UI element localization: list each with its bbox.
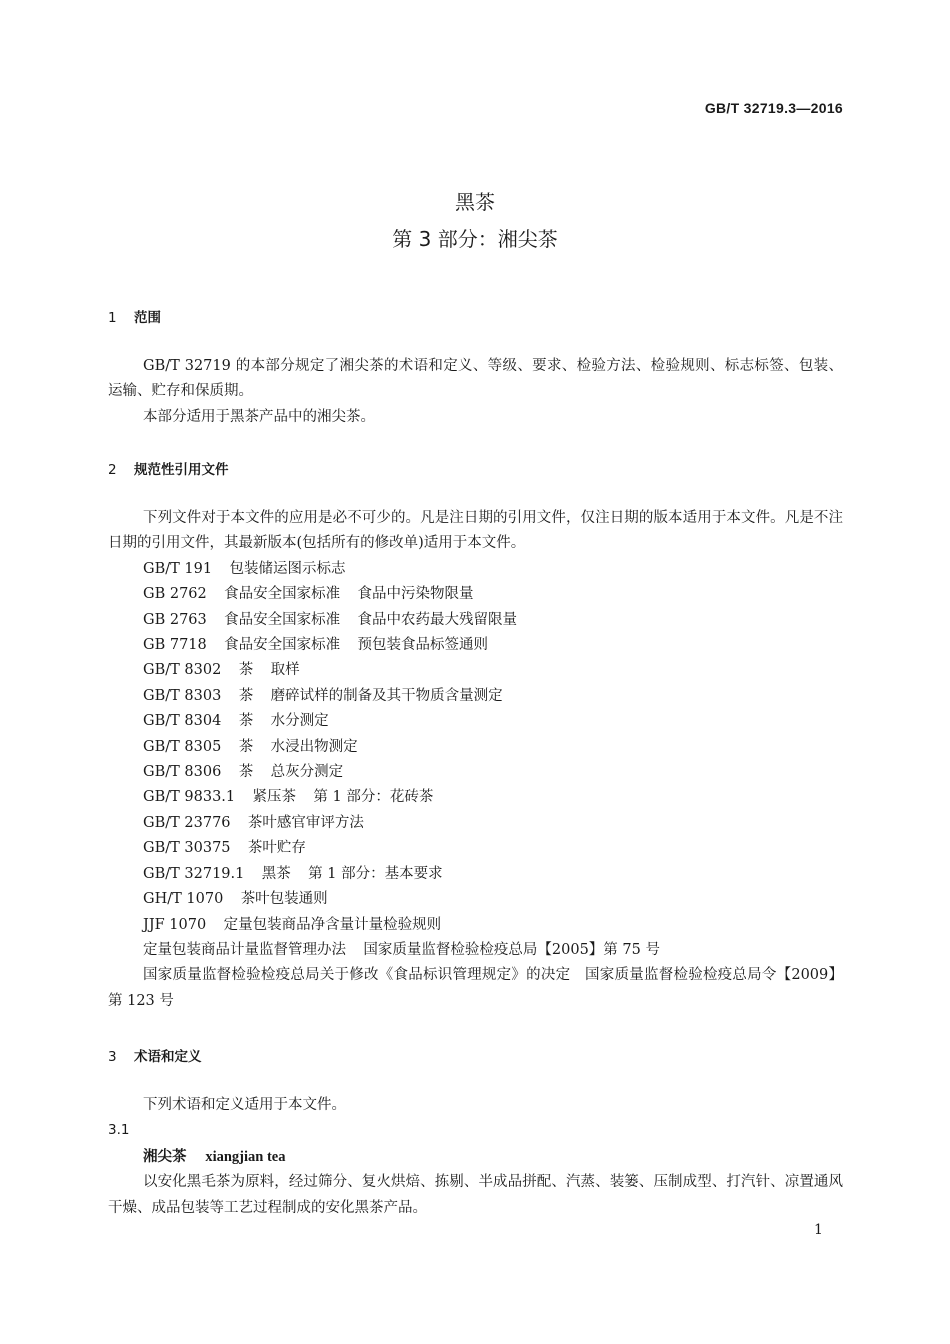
reference-item: 国家质量监督检验检疫总局关于修改《食品标识管理规定》的决定 国家质量监督检验检疫总局令【2009】第 123 号 [108, 967, 843, 1009]
term-entry [108, 1144, 843, 1170]
reference-title: 茶 [238, 764, 254, 781]
section-heading-1 [108, 306, 161, 326]
reference-code: GB/T 23776 [143, 814, 231, 831]
reference-title: 茶 [238, 713, 254, 730]
reference-title: 总灰分测定 [270, 764, 344, 781]
reference-title: 包装储运图示标志 [229, 560, 346, 577]
reference-item [108, 938, 843, 963]
reference-item [108, 684, 843, 709]
reference-title: 国家质量监督检验检疫总局【2005】第 75 号 [363, 941, 660, 958]
reference-item [108, 658, 843, 683]
reference-title: 食品中农药最大残留限量 [357, 611, 518, 628]
reference-title: 茶 [238, 662, 254, 679]
reference-code: GB/T 9833.1 [143, 789, 236, 806]
reference-title: 茶叶贮存 [247, 840, 306, 857]
document-id: GB/T 32719.3—2016 [704, 100, 843, 116]
reference-title: 食品安全国家标准 [224, 637, 341, 654]
reference-title: 茶叶感官审评方法 [247, 814, 364, 831]
reference-title: 水浸出物测定 [270, 738, 358, 755]
reference-title: 第 1 部分：基本要求 [308, 865, 443, 882]
reference-title: 茶 [238, 738, 254, 755]
reference-title: 第 1 部分：花砖茶 [313, 789, 434, 806]
reference-code: GB/T 8302 [143, 662, 222, 679]
document-title: 黑茶 [455, 190, 495, 214]
reference-code: GB/T 30375 [143, 840, 231, 857]
reference-item [108, 557, 843, 582]
section-number: 2 [108, 462, 117, 478]
section-heading-2 [108, 458, 229, 478]
paragraph: 下列文件对于本文件的应用是必不可少的。凡是注日期的引用文件，仅注日期的版本适用于本文件。凡是不注日期的引用文件，其最新版本(包括所有的修改单)适用于本文件。 [108, 510, 843, 552]
reference-item [108, 913, 843, 938]
section-number: 1 [108, 310, 117, 326]
reference-item [108, 887, 843, 912]
section-heading-3 [108, 1045, 202, 1065]
term-definition: 以安化黑毛茶为原料，经过筛分、复火烘焙、拣剔、半成品拼配、汽蒸、装篓、压制成型、打汽针、凉置通风干燥、成品包装等工艺过程制成的安化黑茶产品。 [108, 1174, 843, 1216]
reference-title: 食品中污染物限量 [357, 586, 474, 603]
paragraph: GB/T 32719 的本部分规定了湘尖茶的术语和定义、等级、要求、检验方法、检验规则、标志标签、包装、运输、贮存和保质期。 [108, 358, 843, 400]
reference-title: 黑茶 [261, 865, 291, 882]
reference-title: 预包装食品标签通则 [357, 637, 489, 654]
reference-item [108, 608, 843, 633]
reference-code: GB/T 8306 [143, 764, 222, 781]
reference-title: 茶 [238, 687, 254, 704]
reference-title: 紧压茶 [252, 789, 297, 806]
reference-code: GH/T 1070 [143, 891, 224, 908]
reference-item [108, 785, 843, 810]
section-title: 规范性引用文件 [134, 462, 229, 478]
reference-title: 水分测定 [270, 713, 329, 730]
term-english: xiangjian tea [205, 1148, 286, 1165]
term-chinese: 湘尖茶 [143, 1147, 187, 1165]
reference-item [108, 862, 843, 887]
reference-item [108, 633, 843, 658]
reference-code: GB/T 191 [143, 560, 213, 577]
reference-code: 定量包装商品计量监督管理办法 [143, 941, 346, 958]
reference-item [108, 836, 843, 861]
reference-code: GB 2763 [143, 611, 207, 628]
reference-title: 取样 [270, 662, 300, 679]
reference-item [108, 811, 843, 836]
reference-code: GB 7718 [143, 637, 207, 654]
section-3-body [108, 1093, 843, 1221]
reference-title: 磨碎试样的制备及其干物质含量测定 [270, 687, 503, 704]
page-number: 1 [814, 1222, 823, 1238]
paragraph: 下列术语和定义适用于本文件。 [143, 1097, 346, 1113]
document-subtitle: 第 3 部分：湘尖茶 [392, 227, 558, 251]
reference-code: GB/T 8303 [143, 687, 222, 704]
clause-number: 3.1 [108, 1122, 130, 1139]
reference-item [108, 760, 843, 785]
section-number: 3 [108, 1049, 117, 1065]
reference-item [108, 735, 843, 760]
section-2-body [108, 506, 843, 1014]
reference-title: 食品安全国家标准 [224, 611, 341, 628]
reference-code: GB 2762 [143, 586, 207, 603]
reference-code: GB/T 8305 [143, 738, 222, 755]
reference-code: JJF 1070 [143, 916, 207, 933]
section-1-body [108, 354, 843, 430]
paragraph: 本部分适用于黑茶产品中的湘尖茶。 [143, 408, 375, 425]
reference-item [108, 582, 843, 607]
reference-code: GB/T 32719.1 [143, 865, 245, 882]
reference-title: 食品安全国家标准 [224, 586, 341, 603]
section-title: 术语和定义 [134, 1049, 202, 1065]
reference-item [108, 709, 843, 734]
reference-list [108, 557, 843, 964]
reference-title: 定量包装商品净含量计量检验规则 [223, 916, 442, 933]
section-title: 范围 [134, 310, 161, 326]
reference-title: 茶叶包装通则 [240, 891, 328, 908]
reference-code: GB/T 8304 [143, 713, 222, 730]
